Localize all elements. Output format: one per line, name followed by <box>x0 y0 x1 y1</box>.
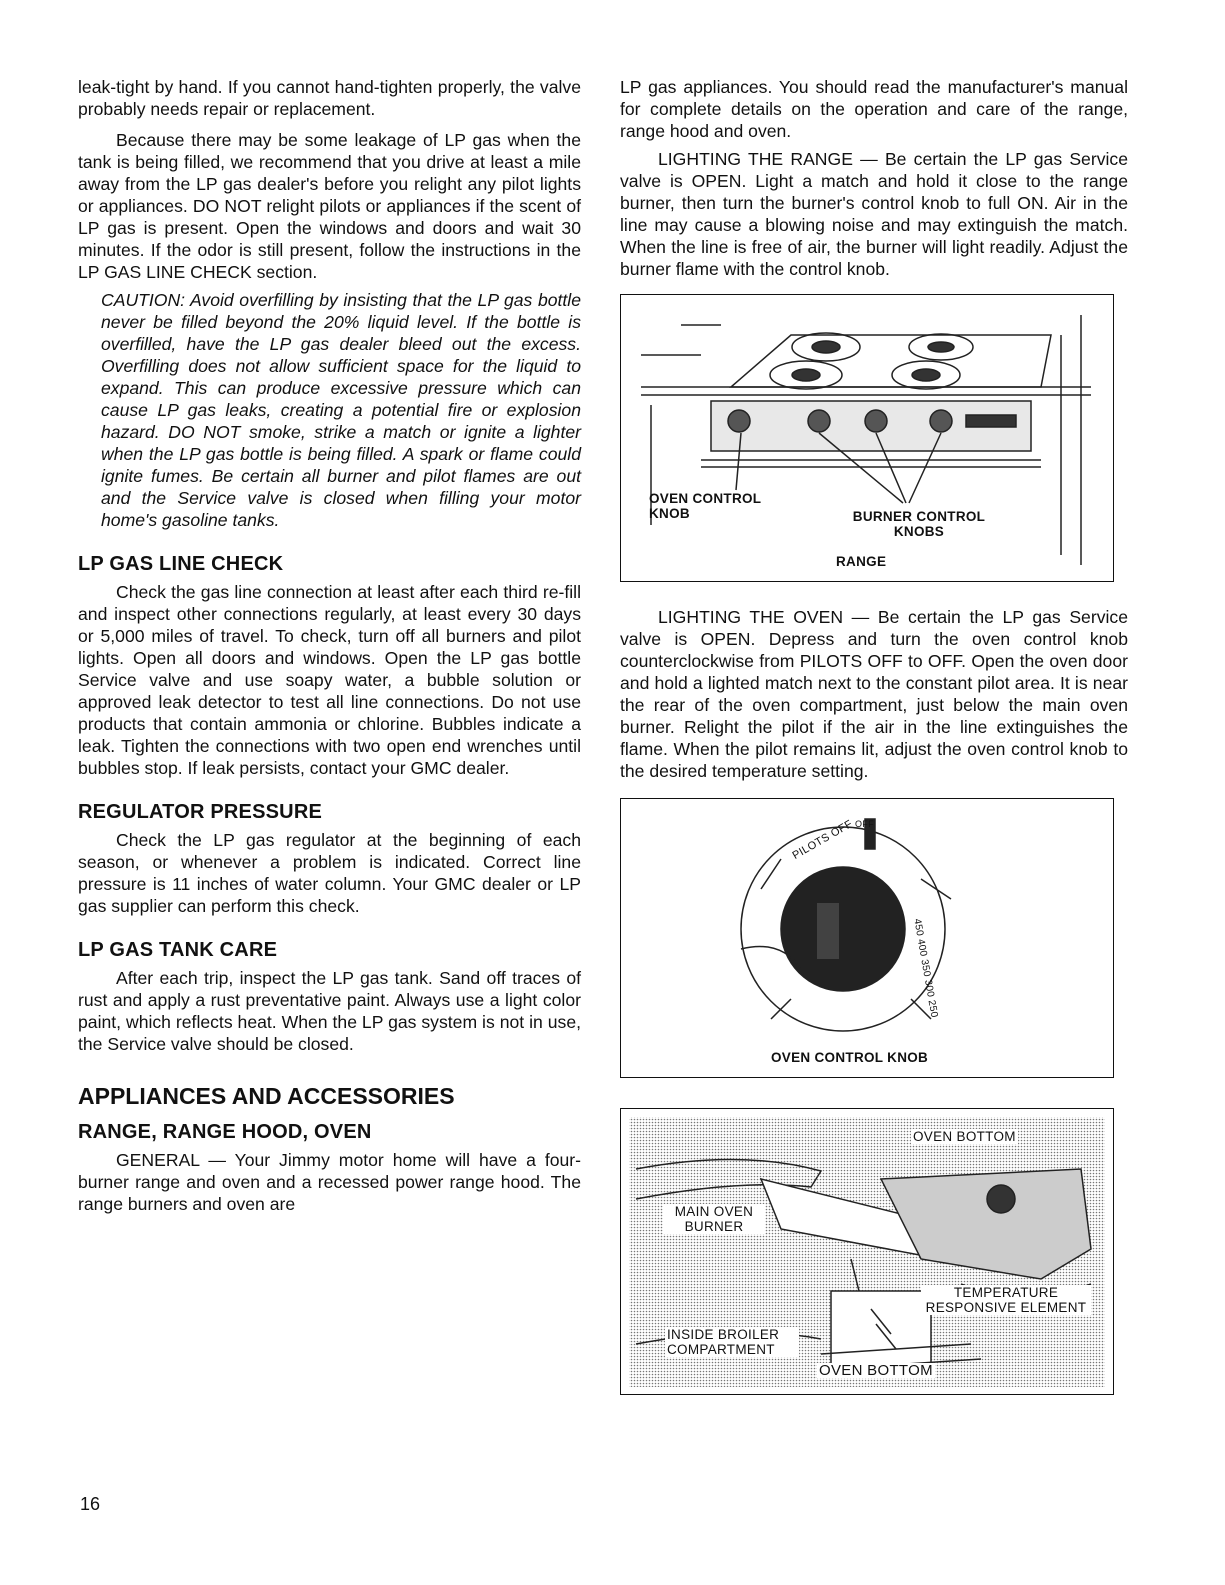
paragraph: LP gas appliances. You should read the manufacturer's manual for complete details on the operation and care of the range, range hood and oven. <box>620 77 1128 141</box>
oven-knob-illustration <box>621 799 1113 1077</box>
section-heading: RANGE, RANGE HOOD, OVEN <box>78 1121 372 1143</box>
paragraph: GENERAL — Your Jimmy motor home will have a four-burner range and oven and a recessed power range hood. The range burners and oven are <box>78 1150 581 1214</box>
pilots-off-label: PILOTS OFF <box>790 818 855 862</box>
left-column <box>78 76 581 1215</box>
oven-bottom-figure <box>620 1108 1114 1395</box>
paragraph: Check the LP gas regulator at the beginning of each season, or whenever a problem is indicated. Correct line pressure is 11 inches of water column. Your GMC dealer or LP gas supplier can perform this check. <box>78 830 581 916</box>
oven-bottom-top-label: OVEN BOTTOM <box>913 1129 1016 1144</box>
inside-broiler-label: INSIDE BROILER COMPARTMENT <box>665 1327 799 1357</box>
paragraph: Check the gas line connection at least after each third re-fill and inspect other connections regularly, at least every 30 days or 5,000 miles of travel. To check, turn off all burners and pilot lights. Open all doors and windows. Open the LP gas bottle Service valve and use soapy water, a bubble solution or approved leak detector to test all line connections. Do not use products that contain ammonia or chlorine. Bubbles indicate a leak. Tighten the connections with two open end wrenches until bubbles stop. If leak persists, contact your GMC dealer. <box>78 582 581 778</box>
paragraph: LIGHTING THE RANGE — Be certain the LP gas Service valve is OPEN. Light a match and hold it close to the range burner, then turn the burner's control knob to full ON. Air in the line may cause a blowing noise and may extinguish the match. When the line is free of air, the burner will light readily. Adjust the burner flame with the control knob. <box>620 149 1128 279</box>
figure-caption: OVEN CONTROL KNOB <box>771 1050 929 1065</box>
paragraph: LIGHTING THE OVEN — Be certain the LP gas Service valve is OPEN. Depress and turn the oven control knob counterclockwise from PILOTS OFF to OFF. Open the oven door and hold a lighted match next to the constant pilot area. It is near the rear of the oven compartment, just below the main oven burner. Relight the pilot if the air in the line extinguishes the flame. When the pilot remains lit, adjust the oven control knob to the desired temperature setting. <box>620 607 1128 781</box>
paragraph: After each trip, inspect the LP gas tank. Sand off traces of rust and apply a rust preventative paint. Always use a light color paint, which reflects heat. When the LP gas system is not in use, the Service valve should be closed. <box>78 968 581 1054</box>
chapter-heading: APPLIANCES AND ACCESSORIES <box>78 1083 455 1109</box>
range-figure <box>620 294 1114 582</box>
oven-knob-figure <box>620 798 1114 1078</box>
temperature-scale: 450 400 350 300 250 <box>911 917 940 1019</box>
burner-control-knobs-label: BURNER CONTROL KNOBS <box>852 509 986 539</box>
main-oven-burner-label: MAIN OVEN BURNER <box>663 1204 765 1234</box>
page-number: 16 <box>80 1494 101 1514</box>
right-column <box>620 76 1128 1395</box>
section-heading: REGULATOR PRESSURE <box>78 801 323 823</box>
section-heading: LP GAS TANK CARE <box>78 939 278 961</box>
section-heading: LP GAS LINE CHECK <box>78 553 284 575</box>
caution-note: CAUTION: Avoid overfilling by insisting that the LP gas bottle never be filled beyond the 20% liquid level. If the bottle is overfilled, have the LP gas dealer bleed out the excess. Overfilling does not allow sufficient space for the liquid to expand. This can produce excessive pressure which can cause LP gas leaks, creating a potential fire or explosion hazard. DO NOT smoke, strike a match or ignite a lighter when the LP gas bottle is being filled. A spark or flame could ignite fumes. Be certain all burner and pilot flames are out and the Service valve is closed when filling your motor home's gasoline tanks. <box>101 290 581 530</box>
off-tab-label: OFF <box>855 819 874 829</box>
figure-caption: RANGE <box>836 554 887 569</box>
oven-control-knob-label: OVEN CONTROL KNOB <box>649 491 762 521</box>
paragraph: leak-tight by hand. If you cannot hand-tighten properly, the valve probably needs repair or replacement. <box>78 77 581 119</box>
temperature-element-label: TEMPERATURE RESPONSIVE ELEMENT <box>921 1285 1091 1315</box>
oven-bottom-bottom-label: OVEN BOTTOM <box>819 1362 933 1379</box>
paragraph: Because there may be some leakage of LP gas when the tank is being filled, we recommend that you drive at least a mile away from the LP gas dealer's before you relight any pilot lights or appliances. DO NOT relight pilots or appliances if the scent of LP gas is present. Open the windows and doors and wait 30 minutes. If the odor is still present, follow the instructions in the LP GAS LINE CHECK section. <box>78 130 581 282</box>
